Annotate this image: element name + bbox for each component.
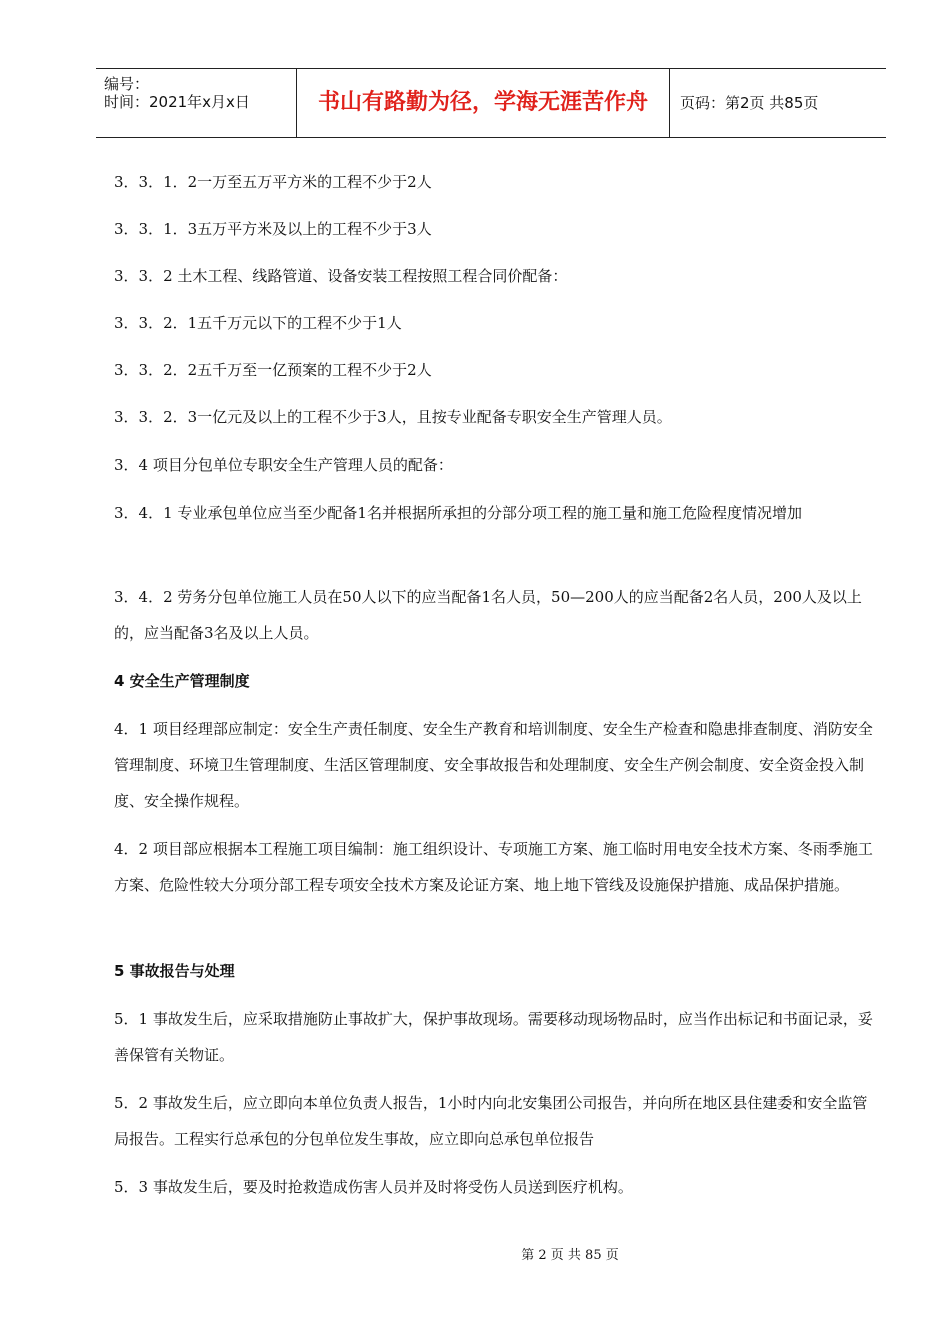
paragraph: 3．3．2 土木工程、线路管道、设备安装工程按照工程合同价配备：: [114, 267, 568, 285]
paragraph: 3．4．2 劳务分包单位施工人员在50人以下的应当配备1名人员，50—200人的应当配备2名人员，200人及以上的，应当配备3名及以上人员。: [114, 588, 862, 642]
paragraph: 3．3．2．1五千万元以下的工程不少于1人: [114, 314, 402, 332]
paragraph: 3．4 项目分包单位专职安全生产管理人员的配备：: [114, 456, 453, 474]
page-header: [96, 68, 886, 138]
number-label: 编号：: [104, 75, 150, 93]
paragraph: 4．1 项目经理部应制定：安全生产责任制度、安全生产教育和培训制度、安全生产检查和隐患排查制度、消防安全管理制度、环境卫生管理制度、生活区管理制度、安全事故报告和处理制度、安全生产例会制度、安全资金投入制度、安全操作规程。: [114, 720, 873, 810]
header-page-info: 页码：第2页 共85页: [680, 94, 819, 112]
page-footer: 第 2 页 共 85 页: [521, 1248, 619, 1263]
paragraph: 4．2 项目部应根据本工程施工项目编制：施工组织设计、专项施工方案、施工临时用电安全技术方案、冬雨季施工方案、危险性较大分项分部工程专项安全技术方案及论证方案、地上地下管线及设施保护措施、成品保护措施。: [114, 840, 873, 894]
header-motto: 书山有路勤为径，学海无涯苦作舟: [296, 69, 670, 137]
header-meta-cell: [96, 69, 296, 137]
paragraph: 3．3．2．3一亿元及以上的工程不少于3人，且按专业配备专职安全生产管理人员。: [114, 408, 672, 426]
paragraph: 3．3．2．2五千万至一亿预案的工程不少于2人: [114, 361, 432, 379]
paragraph: 5．3 事故发生后，要及时抢救造成伤害人员并及时将受伤人员送到医疗机构。: [114, 1178, 633, 1196]
section-heading: 4 安全生产管理制度: [114, 672, 250, 690]
time-label: 时间：2021年x月x日: [104, 93, 250, 111]
paragraph: 3．4．1 专业承包单位应当至少配备1名并根据所承担的分部分项工程的施工量和施工危险程度情况增加: [114, 504, 802, 522]
paragraph: 5．1 事故发生后，应采取措施防止事故扩大，保护事故现场。需要移动现场物品时，应当作出标记和书面记录，妥善保管有关物证。: [114, 1010, 873, 1064]
section-heading: 5 事故报告与处理: [114, 962, 235, 980]
paragraph: 3．3．1．2一万至五万平方米的工程不少于2人: [114, 173, 432, 191]
paragraph: 5．2 事故发生后，应立即向本单位负责人报告，1小时内向北安集团公司报告，并向所在地区县住建委和安全监管局报告。工程实行总承包的分包单位发生事故，应立即向总承包单位报告: [114, 1094, 868, 1148]
paragraph: 3．3．1．3五万平方米及以上的工程不少于3人: [114, 220, 432, 238]
